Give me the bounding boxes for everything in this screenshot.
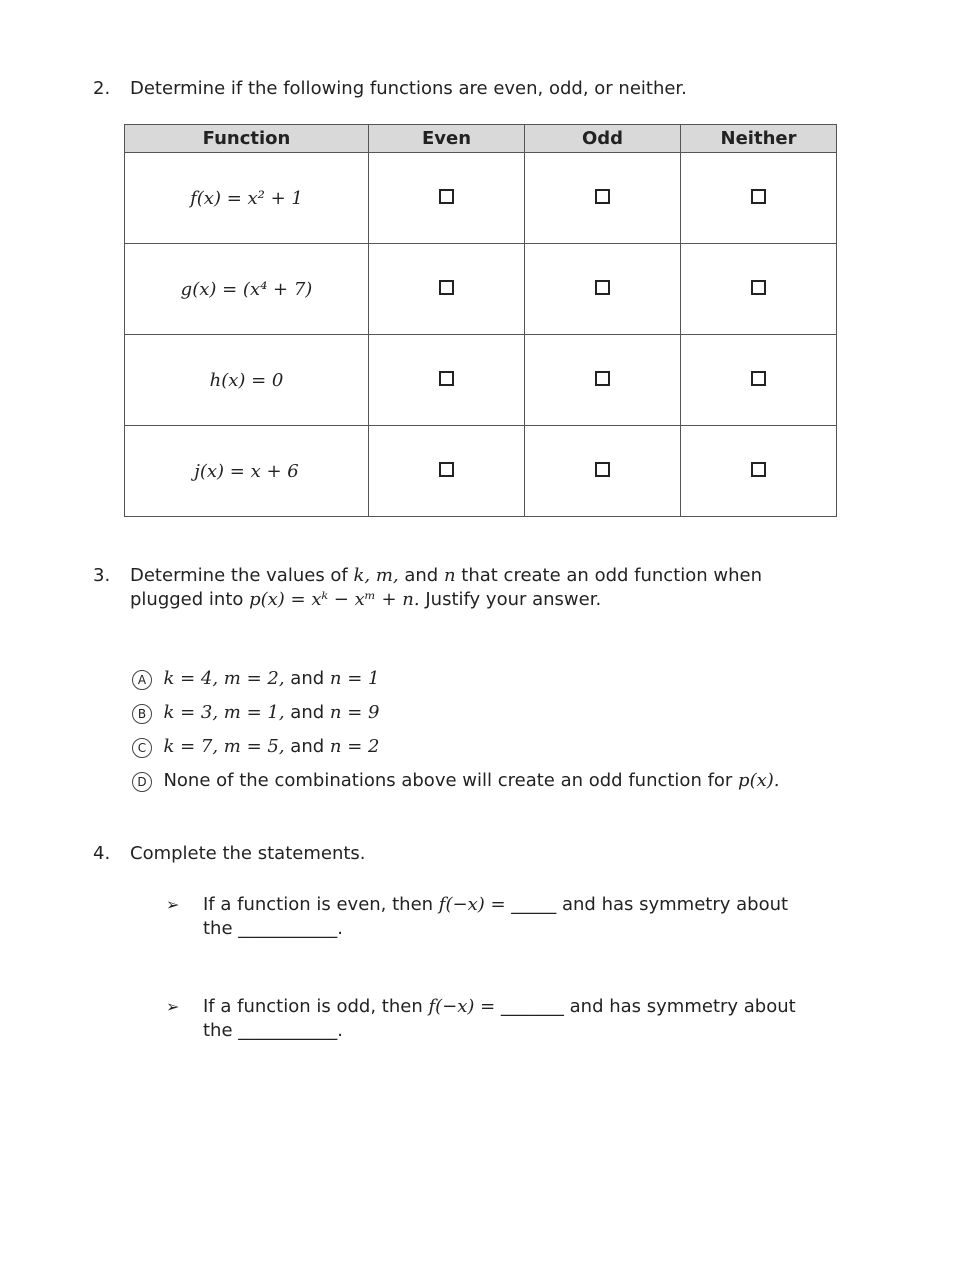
even-checkbox[interactable]	[439, 280, 454, 295]
text: _____ and has symmetry about	[505, 894, 789, 915]
odd-checkbox[interactable]	[595, 189, 610, 204]
text: and	[284, 702, 330, 723]
statement-odd-line1	[203, 996, 796, 1017]
math: f(−x) =	[428, 996, 496, 1017]
odd-checkbox[interactable]	[595, 371, 610, 386]
odd-checkbox[interactable]	[595, 462, 610, 477]
function-cell: g(x) = (x⁴ + 7)	[125, 244, 369, 335]
header-even: Even	[369, 125, 525, 153]
statement-even-line1	[203, 894, 788, 915]
neither-checkbox[interactable]	[751, 371, 766, 386]
option-letter-a[interactable]: A	[132, 670, 152, 690]
option-a[interactable]	[132, 668, 379, 690]
option-letter-b[interactable]: B	[132, 704, 152, 724]
option-letter-c[interactable]: C	[132, 738, 152, 758]
table-row	[125, 426, 837, 517]
math: p(x) = xᵏ − xᵐ + n.	[249, 589, 420, 610]
even-checkbox[interactable]	[439, 371, 454, 386]
q4-number: 4.	[93, 843, 111, 864]
table-row	[125, 335, 837, 426]
neither-checkbox[interactable]	[751, 189, 766, 204]
option-b[interactable]	[132, 702, 379, 724]
header-odd: Odd	[525, 125, 681, 153]
header-function: Function	[125, 125, 369, 153]
function-cell: j(x) = x + 6	[125, 426, 369, 517]
option-c[interactable]	[132, 736, 379, 758]
odd-checkbox[interactable]	[595, 280, 610, 295]
text: If a function is even, then	[203, 894, 439, 915]
math: n = 2	[329, 736, 380, 757]
statement-even-line2: the ___________.	[203, 918, 343, 939]
q3-prompt-line2	[130, 589, 601, 610]
text: Justify your answer.	[419, 589, 602, 610]
arrow-bullet-icon: ➢	[166, 997, 180, 1016]
function-table	[124, 124, 837, 517]
q3-number: 3.	[93, 565, 111, 586]
text: If a function is odd, then	[203, 996, 429, 1017]
text: Determine the values of	[130, 565, 354, 586]
math: p(x).	[738, 770, 780, 791]
option-letter-d[interactable]: D	[132, 772, 152, 792]
q2-prompt: Determine if the following functions are even, odd, or neither.	[130, 78, 687, 99]
math: k, m,	[353, 565, 399, 586]
text: and	[284, 668, 330, 689]
text: _______ and has symmetry about	[495, 996, 796, 1017]
q2-number: 2.	[93, 78, 111, 99]
math: n = 9	[329, 702, 380, 723]
function-cell: f(x) = x² + 1	[125, 153, 369, 244]
math: f(−x) =	[438, 894, 506, 915]
neither-checkbox[interactable]	[751, 462, 766, 477]
even-checkbox[interactable]	[439, 462, 454, 477]
statement-odd-line2: the ___________.	[203, 1020, 343, 1041]
math: k = 7, m = 5,	[163, 736, 285, 757]
q4-prompt: Complete the statements.	[130, 843, 366, 864]
table-row	[125, 244, 837, 335]
text: and	[398, 565, 444, 586]
q3-prompt-line1	[130, 565, 762, 586]
neither-checkbox[interactable]	[751, 280, 766, 295]
function-cell: h(x) = 0	[125, 335, 369, 426]
even-checkbox[interactable]	[439, 189, 454, 204]
text: and	[284, 736, 330, 757]
option-d[interactable]	[132, 770, 780, 792]
math: k = 3, m = 1,	[163, 702, 285, 723]
math: n = 1	[329, 668, 380, 689]
text: None of the combinations above will create an odd function for	[163, 770, 739, 791]
arrow-bullet-icon: ➢	[166, 895, 180, 914]
text: that create an odd function when	[455, 565, 763, 586]
math: k = 4, m = 2,	[163, 668, 285, 689]
header-neither: Neither	[681, 125, 837, 153]
text: plugged into	[130, 589, 250, 610]
math: n	[443, 565, 456, 586]
table-row	[125, 153, 837, 244]
